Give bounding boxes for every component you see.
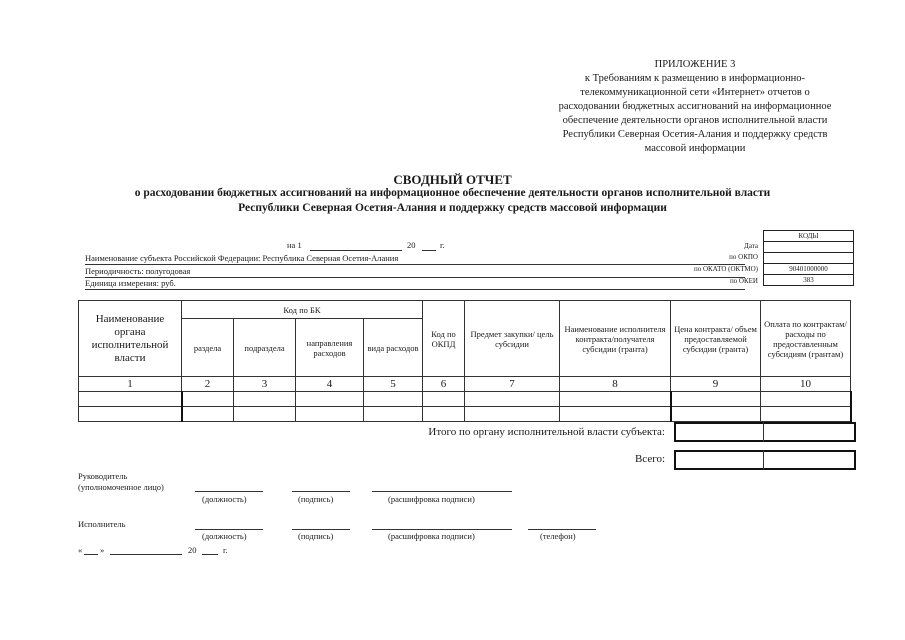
appendix-line: массовой информации xyxy=(644,143,746,154)
date-day-line[interactable] xyxy=(84,554,98,555)
appendix-line: обеспечение деятельности органов исполнительной власти xyxy=(562,115,828,126)
head-decoding-caption: (расшифровка подписи) xyxy=(388,494,475,504)
vsego-divider xyxy=(763,450,764,470)
col-payment-header: Оплата по контрактам/ расходы по предоставленным субсидиям (грантам) xyxy=(761,301,851,377)
table-cell[interactable] xyxy=(182,392,234,407)
col-number: 10 xyxy=(761,377,851,392)
executor-label: Исполнитель xyxy=(78,519,126,529)
table-cell[interactable] xyxy=(560,407,671,422)
head-decoding-line[interactable] xyxy=(372,491,512,492)
appendix-line: Республики Северная Осетия-Алания и поддержку средств xyxy=(562,129,828,140)
table-cell[interactable] xyxy=(364,407,423,422)
col-number: 9 xyxy=(671,377,761,392)
col-number: 1 xyxy=(79,377,182,392)
code-date xyxy=(764,242,854,253)
appendix-heading: ПРИЛОЖЕНИЕ 3 xyxy=(654,59,736,70)
table-cell[interactable] xyxy=(560,392,671,407)
appendix-line: расходовании бюджетных ассигнований на информационное xyxy=(558,101,832,112)
code-okato: 90401000000 xyxy=(764,264,854,275)
report-subtitle: о расходовании бюджетных ассигнований на информационное обеспечение деятельности органов исполнительной власти xyxy=(134,187,771,199)
report-table xyxy=(78,300,852,422)
col-number: 8 xyxy=(560,377,671,392)
date-close-quote: » xyxy=(100,545,105,555)
table-cell[interactable] xyxy=(364,392,423,407)
appendix-line: к Требованиям к размещению в информационно- xyxy=(584,73,806,84)
col-number: 6 xyxy=(423,377,465,392)
col-section-header: раздела xyxy=(182,319,234,377)
table-cell[interactable] xyxy=(465,407,560,422)
col-subsection-header: подраздела xyxy=(234,319,296,377)
executor-decoding-line[interactable] xyxy=(372,529,512,530)
appendix-block xyxy=(500,58,890,156)
table-cell[interactable] xyxy=(761,407,851,422)
vsego-total-box[interactable] xyxy=(674,450,856,470)
vsego-label: Всего: xyxy=(634,453,665,465)
table-row xyxy=(79,407,851,422)
subject-label: Наименование субъекта Российской Федерации: Республика Северная Осетия-Алания xyxy=(85,253,399,263)
date-year-line[interactable] xyxy=(202,554,218,555)
col-number: 4 xyxy=(296,377,364,392)
table-cell[interactable] xyxy=(671,392,761,407)
executor-phone-caption: (телефон) xyxy=(540,531,576,541)
col-type-header: вида расходов xyxy=(364,319,423,377)
head-signature-line[interactable] xyxy=(292,491,350,492)
table-cell[interactable] xyxy=(182,407,234,422)
executor-phone-line[interactable] xyxy=(528,529,596,530)
periodicity-label: Периодичность: полугодовая xyxy=(85,266,191,276)
col-kbk-header: Код по БК xyxy=(182,301,423,319)
code-label-date: Дата xyxy=(744,242,758,250)
table-cell[interactable] xyxy=(761,392,851,407)
table-cell[interactable] xyxy=(671,407,761,422)
meta-rule xyxy=(85,289,745,290)
period-date-line xyxy=(310,250,402,251)
period-year: 20 xyxy=(407,240,416,250)
col-subject-header: Предмет закупки/ цель субсидии xyxy=(465,301,560,377)
date-year: 20 xyxy=(188,545,197,555)
col-executor-header: Наименование исполнителя контракта/получателя субсидии (гранта) xyxy=(560,301,671,377)
report-subtitle-2: Республики Северная Осетия-Алания и поддержку средств массовой информации xyxy=(238,202,667,214)
col-direction-header: направления расходов xyxy=(296,319,364,377)
head-position-caption: (должность) xyxy=(202,494,247,504)
period-year-line xyxy=(422,250,436,251)
table-cell[interactable] xyxy=(423,407,465,422)
table-cell[interactable] xyxy=(423,392,465,407)
itogo-total-box[interactable] xyxy=(674,422,856,442)
col-okpd-header: Код по ОКПД xyxy=(423,301,465,377)
table-cell[interactable] xyxy=(79,392,182,407)
col-number: 3 xyxy=(234,377,296,392)
appendix-line: телекоммуникационной сети «Интернет» отчетов о xyxy=(580,87,810,98)
table-cell[interactable] xyxy=(296,407,364,422)
code-okpo xyxy=(764,253,854,264)
itogo-label: Итого по органу исполнительной власти субъекта: xyxy=(428,426,665,438)
col-number: 2 xyxy=(182,377,234,392)
head-sublabel: (уполномоченное лицо) xyxy=(78,482,164,492)
table-cell[interactable] xyxy=(234,407,296,422)
period-prefix: на 1 xyxy=(287,240,302,250)
unit-label: Единица измерения: руб. xyxy=(85,278,176,288)
col-price-header: Цена контракта/ объем предоставляемой субсидии (гранта) xyxy=(671,301,761,377)
date-month-line[interactable] xyxy=(110,554,182,555)
codes-table xyxy=(763,230,854,286)
table-cell[interactable] xyxy=(465,392,560,407)
head-label: Руководитель xyxy=(78,471,128,481)
head-position-line[interactable] xyxy=(195,491,263,492)
head-signature-caption: (подпись) xyxy=(298,494,334,504)
code-okei: 383 xyxy=(764,275,854,286)
executor-decoding-caption: (расшифровка подписи) xyxy=(388,531,475,541)
code-label-okei: по ОКЕИ xyxy=(729,277,758,285)
report-title: СВОДНЫЙ ОТЧЕТ xyxy=(393,172,512,187)
period-g: г. xyxy=(440,240,445,250)
table-row xyxy=(79,392,851,407)
executor-signature-caption: (подпись) xyxy=(298,531,334,541)
code-label-okpo: по ОКПО xyxy=(729,253,758,261)
codes-header: КОДЫ xyxy=(764,231,854,242)
col-organ-header: Наименование органа исполнительной власти xyxy=(79,301,182,377)
executor-signature-line[interactable] xyxy=(292,529,350,530)
table-cell[interactable] xyxy=(79,407,182,422)
date-g: г. xyxy=(223,545,228,555)
table-cell[interactable] xyxy=(234,392,296,407)
table-cell[interactable] xyxy=(296,392,364,407)
col-number: 5 xyxy=(364,377,423,392)
executor-position-line[interactable] xyxy=(195,529,263,530)
col-number: 7 xyxy=(465,377,560,392)
itogo-divider xyxy=(763,422,764,442)
date-open-quote: « xyxy=(78,545,83,555)
code-label-okato: по ОКАТО (ОКТМО) xyxy=(694,265,758,273)
executor-position-caption: (должность) xyxy=(202,531,247,541)
